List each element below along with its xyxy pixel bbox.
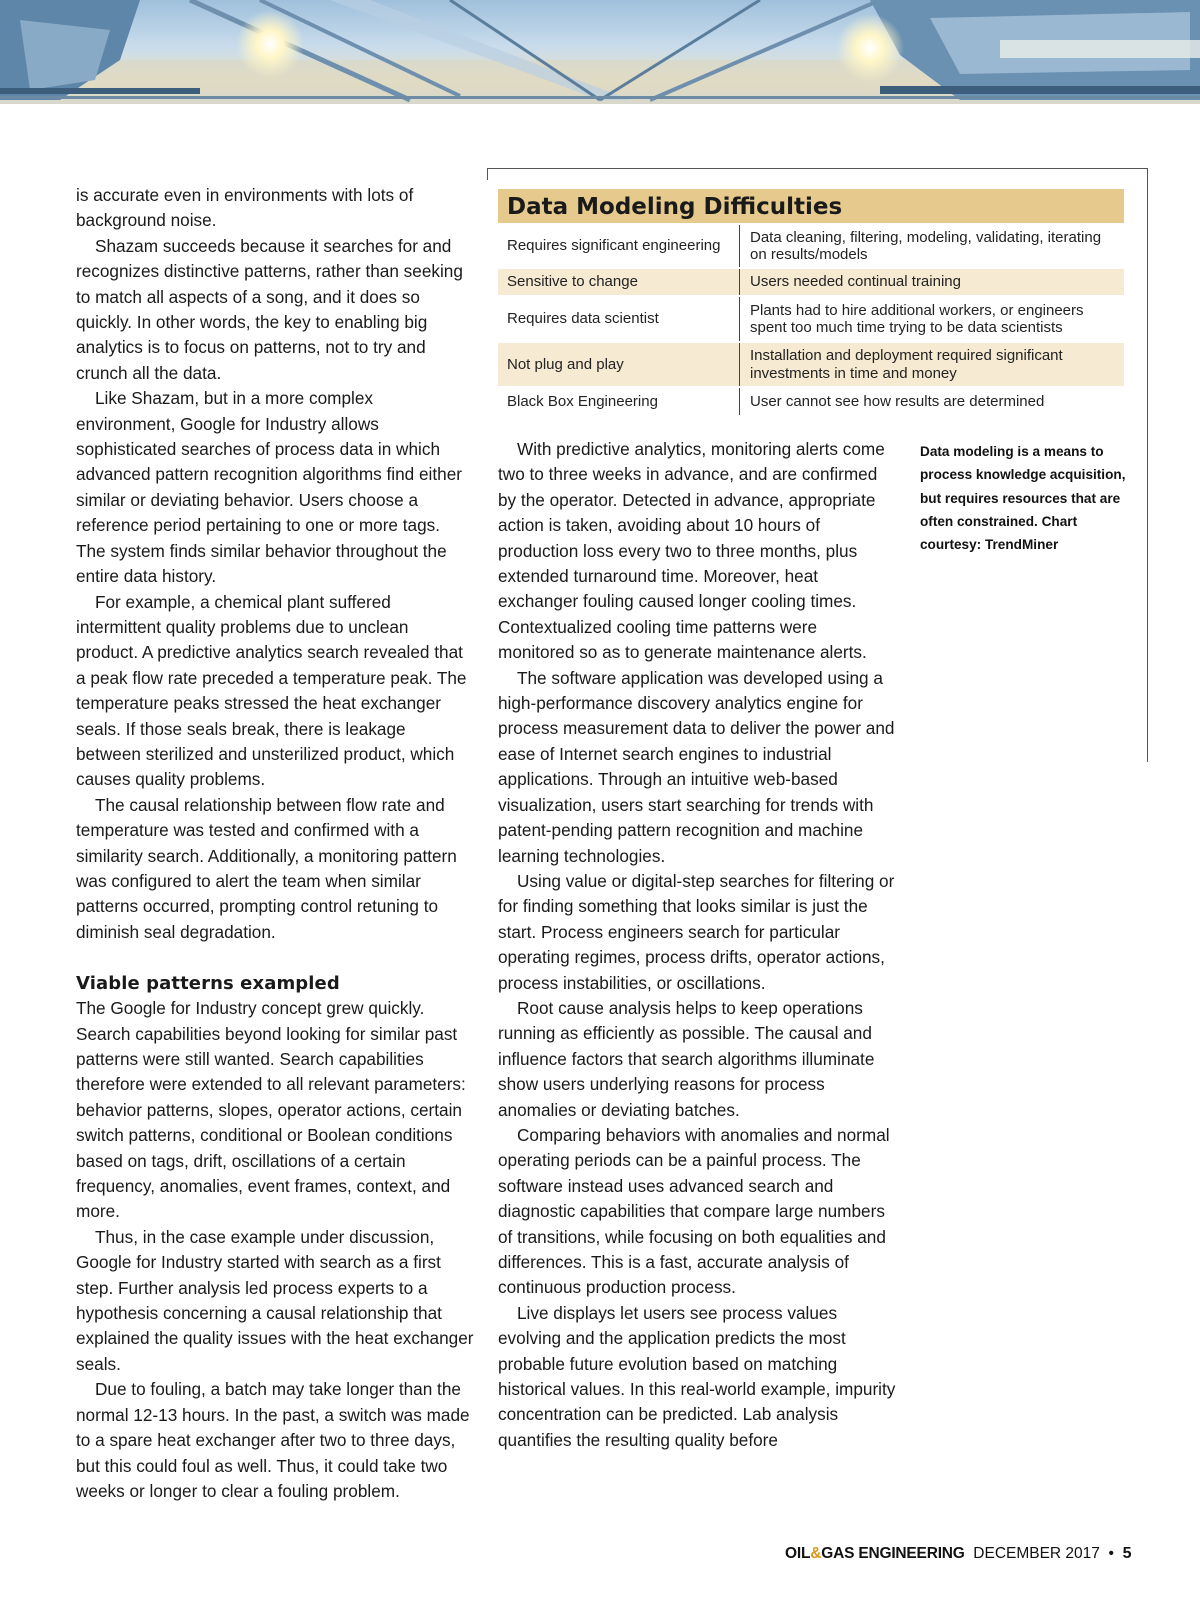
table-cell-issue: Black Box Engineering <box>498 387 740 415</box>
section-heading: Viable patterns exampled <box>76 973 340 995</box>
paragraph: With predictive analytics, monitoring alerts come two to three weeks in advance, and are confirmed by the operator. Detected in advance, appropriate action is taken, avoiding about 10 hours of production loss every two to three months, plus extended turnaround time. Moreover, heat exchanger fouling caused longer cooling times. Contextualized cooling time patterns were monitored so as to generate maintenance alerts. <box>498 439 885 663</box>
table-cell-detail: Plants had to hire additional workers, or engineers spent too much time trying to be data scientists <box>740 296 1125 342</box>
table-cell-detail: Users needed continual training <box>740 268 1125 296</box>
table-cell-issue: Requires significant engineering <box>498 225 740 268</box>
page-number: 5 <box>1122 1545 1132 1562</box>
paragraph: Comparing behaviors with anomalies and normal operating periods can be a painful process. The software instead uses advanced search and diagnostic capabilities that compare large numbers of transitions, while focusing on both equalities and differences. This is a fast, accurate analysis of continuous production process. <box>498 1124 890 1298</box>
table-cell-detail: Data cleaning, filtering, modeling, validating, iterating on results/models <box>750 228 1102 263</box>
separator-dot: • <box>1108 1545 1114 1562</box>
article-column-left <box>76 183 474 1504</box>
paragraph: is accurate even in environments with lots of background noise. <box>76 185 414 231</box>
paragraph: The software application was developed using a high-performance discovery analytics engine for process measurement data to deliver the power and ease of Internet search engines to industrial applications. Through an intuitive web-based visualization, users start searching for trends with patent-pending pattern recognition and machine learning technologies. <box>498 667 895 866</box>
paragraph: Shazam succeeds because it searches for and recognizes distinctive patterns, rather than seeking to match all aspects of a song, and it does so quickly. In other words, the key to enabling big analytics is to focus on patterns, not to try and crunch all the data. <box>76 235 463 383</box>
paragraph: Root cause analysis helps to keep operations running as efficiently as possible. The causal and influence factors that search algorithms illuminate show users underlying reasons for process anomalies or deviating batches. <box>498 997 875 1120</box>
paragraph: The causal relationship between flow rate and temperature was tested and confirmed with a similarity search. Additionally, a monitoring pattern was configured to alert the team when similar patterns occurred, prompting control retuning to diminish seal degradation. <box>76 794 457 942</box>
paragraph: The Google for Industry concept grew quickly. Search capabilities beyond looking for similar past patterns were still wanted. Search capabilities therefore were extended to all relevant parameters: behavior patterns, slopes, operator actions, certain switch patterns, conditional or Boolean conditions based on tags, drift, oscillations of a certain frequency, anomalies, event frames, context, and more. <box>76 998 466 1222</box>
figure-frame-left <box>487 168 488 180</box>
table-row <box>498 225 1124 268</box>
paragraph: Like Shazam, but in a more complex environment, Google for Industry allows sophisticated searches of process data in which advanced pattern recognition algorithms find either similar or deviating behavior. Users choose a reference period pertaining to one or more tags. The system finds similar behavior throughout the entire data history. <box>76 388 462 587</box>
table-row <box>498 342 1124 387</box>
issue-date: DECEMBER 2017 <box>973 1545 1100 1562</box>
table-row <box>498 387 1124 415</box>
paragraph: Thus, in the case example under discussion, Google for Industry started with search as a first step. Further analysis led process experts to a hypothesis concerning a causal relationship that explained the quality issues with the heat exchanger seals. <box>76 1226 474 1374</box>
table-cell-detail: Installation and deployment required significant investments in time and money <box>740 342 1125 387</box>
article-column-right <box>498 437 896 1453</box>
table-title: Data Modeling Difficulties <box>498 189 1124 223</box>
paragraph: Using value or digital-step searches for filtering or for finding something that looks similar is just the start. Process engineers search for particular operating regimes, process drifts, operator actions, process instabilities, or oscillations. <box>498 870 895 993</box>
table-row <box>498 268 1124 296</box>
paragraph: Due to fouling, a batch may take longer than the normal 12-13 hours. In the past, a switch was made to a spare heat exchanger after two to three days, but this could foul as well. Thus, it could take two weeks or longer to clear a fouling problem. <box>76 1379 470 1501</box>
table-cell-detail: User cannot see how results are determined <box>740 387 1125 415</box>
brand-gas: GAS ENGINEERING <box>821 1545 965 1562</box>
table-cell-issue: Not plug and play <box>498 342 740 387</box>
figure-frame-top <box>487 168 1148 169</box>
brand-oil: OIL <box>785 1545 811 1562</box>
table-cell-issue: Sensitive to change <box>498 268 740 296</box>
page-footer <box>785 1545 1132 1563</box>
difficulties-table <box>498 225 1124 415</box>
table-cell-issue: Requires data scientist <box>498 296 740 342</box>
paragraph: For example, a chemical plant suffered intermittent quality problems due to unclean product. A predictive analytics search revealed that a peak flow rate preceded a temperature peak. The temperature peaks stressed the heat exchanger seals. If those seals break, there is leakage between sterilized and unsterilized product, which causes quality problems. <box>76 591 467 790</box>
figure-frame-right <box>1147 168 1148 762</box>
header-photo-banner <box>0 0 1200 104</box>
table-row <box>498 296 1124 342</box>
data-modeling-table <box>498 189 1124 415</box>
paragraph: Live displays let users see process values evolving and the application predicts the most probable future evolution based on matching historical values. In this real-world example, impurity concentration can be predicted. Lab analysis quantifies the resulting quality before <box>498 1302 896 1450</box>
magazine-name <box>785 1545 965 1562</box>
industrial-photo-icon <box>0 0 1200 104</box>
figure-caption: Data modeling is a means to process knowledge acquisition, but requires resources that are often constrained. Chart courtesy: TrendMiner <box>920 444 1126 553</box>
brand-ampersand: & <box>810 1545 822 1562</box>
